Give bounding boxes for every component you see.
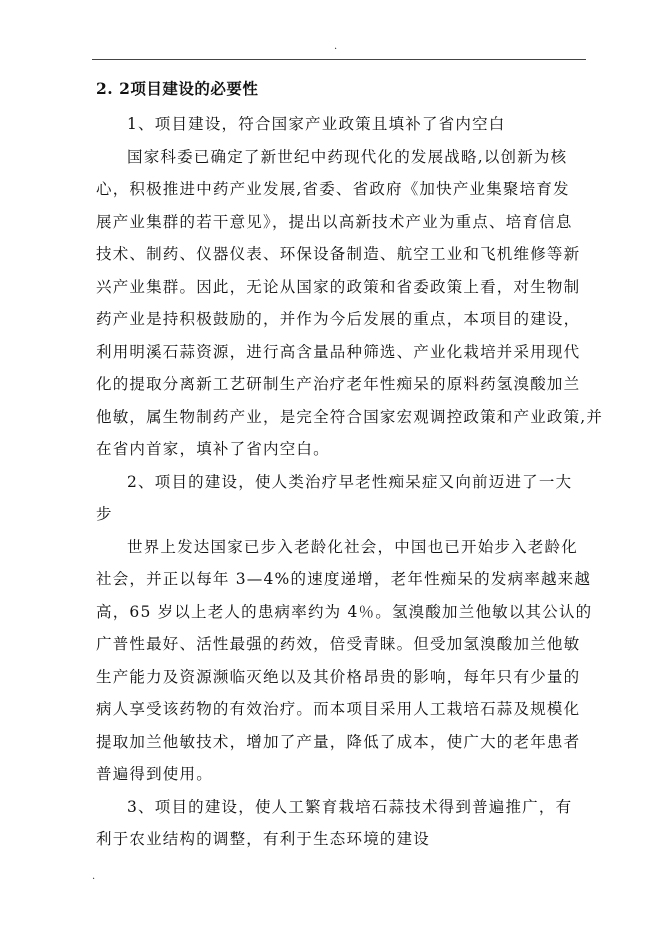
paragraph-line: 国家科委已确定了新世纪中药现代化的发展战略,以创新为核 — [127, 147, 568, 166]
section-title: 2. 2项目建设的必要性 — [96, 79, 259, 98]
footer-mark: . — [92, 871, 96, 882]
document-body — [96, 76, 604, 856]
paragraph-line: 化的提取分离新工艺研制生产治疗老年性痴呆的原料药氢溴酸加兰 — [96, 375, 581, 393]
paragraph-line: 技术、制药、仪器仪表、环保设备制造、航空工业和飞机维修等新 — [96, 245, 581, 263]
paragraph-line: 高，65 岁以上老人的患病率约为 4％。氢溴酸加兰他敏以其公认的 — [96, 602, 593, 621]
paragraph-5 — [96, 791, 584, 856]
paragraph-line: 普遍得到使用。 — [96, 765, 213, 783]
paragraph-line: 在省内首家，填补了省内空白。 — [96, 440, 330, 458]
paragraph-line: 心，积极推进中药产业发展,省委、省政府《加快产业集聚培育发 — [96, 180, 570, 198]
paragraph-4 — [96, 531, 593, 791]
paragraph-line: 病人享受该药物的有效治疗。而本项目采用人工栽培石蒜及规模化 — [96, 700, 581, 718]
paragraph-line: 利用明溪石蒜资源，进行高含量品种筛选、产业化栽培并采用现代 — [96, 342, 581, 361]
paragraph-line: 广普性最好、活性最强的药效，倍受青睐。但受加氢溴酸加兰他敏 — [96, 635, 581, 653]
paragraph-1 — [96, 108, 584, 141]
header-mark: . — [334, 41, 338, 52]
paragraph-line: 步 — [96, 505, 113, 523]
paragraph-line: 1、项目建设，符合国家产业政策且填补了省内空白 — [127, 115, 506, 133]
paragraph-2 — [96, 141, 604, 466]
paragraph-line: 展产业集群的若干意见》，提出以高新技术产业为重点、培育信息 — [96, 212, 573, 231]
paragraph-line: 利于农业结构的调整，有利于生态环境的建设 — [96, 830, 431, 848]
paragraph-line: 3、项目的建设，使人工繁育栽培石蒜技术得到普遍推广，有 — [127, 797, 573, 816]
paragraph-3 — [96, 466, 584, 531]
paragraph-line: 社会，并正以每年 3—4%的速度递增，老年性痴呆的发病率越来越 — [96, 570, 592, 588]
paragraph-line: 药产业是持积极鼓励的，并作为今后发展的重点，本项目的建设， — [96, 310, 581, 328]
header-rule — [92, 59, 586, 60]
paragraph-line: 兴产业集群。因此，无论从国家的政策和省委政策上看，对生物制 — [96, 277, 581, 296]
paragraph-line: 提取加兰他敏技术，增加了产量，降低了成本，使广大的老年患者 — [96, 732, 581, 751]
paragraph-line: 世界上发达国家已步入老龄化社会，中国也已开始步入老龄化 — [127, 537, 578, 556]
paragraph-line: 他敏，属生物制药产业，是完全符合国家宏观调控政策和产业政策,并 — [96, 407, 604, 426]
paragraph-line: 生产能力及资源濒临灭绝以及其价格昂贵的影响，每年只有少量的 — [96, 667, 581, 686]
paragraph-line: 2、项目的建设，使人类治疗早老性痴呆症又向前迈进了一大 — [127, 472, 573, 491]
